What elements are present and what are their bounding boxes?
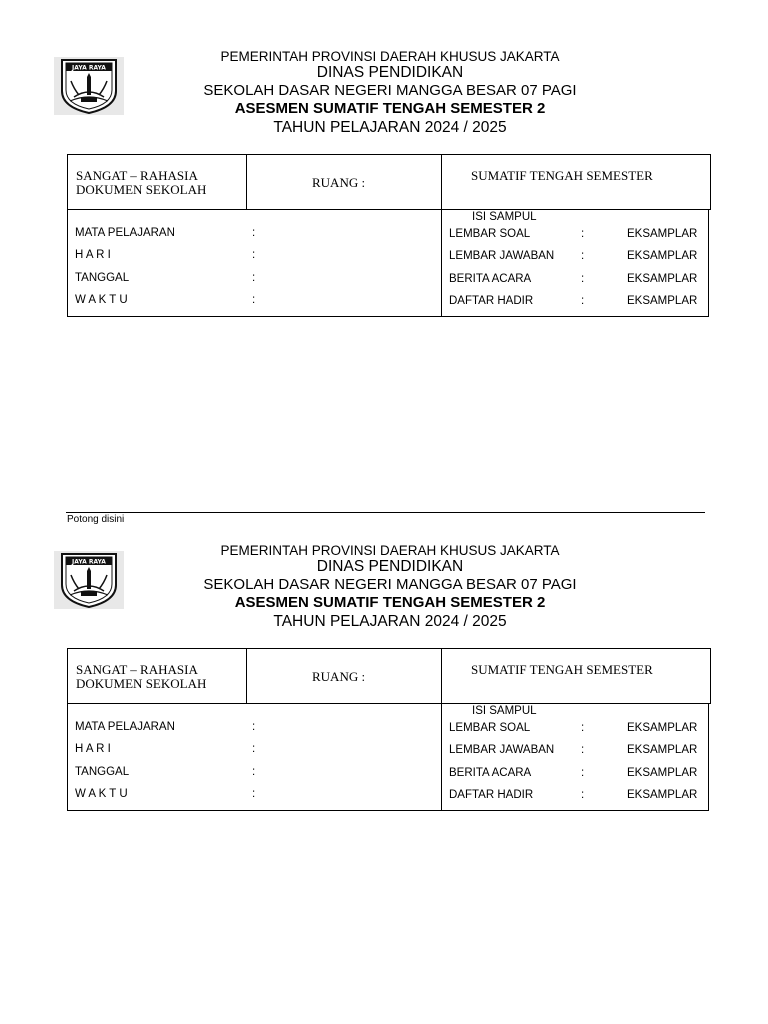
field-colon: : <box>252 788 256 800</box>
divider <box>441 649 442 703</box>
detail-box <box>67 703 709 811</box>
divider <box>246 649 247 703</box>
header-school-year: TAHUN PELAJARAN 2024 / 2025 <box>273 613 507 630</box>
top-info-box <box>67 154 711 210</box>
sumatif-label: SUMATIF TENGAH SEMESTER <box>471 168 653 183</box>
field-label: W A K T U <box>75 788 128 800</box>
top-info-box <box>67 648 711 704</box>
field-label: H A R I <box>75 249 111 261</box>
field-label: TANGGAL <box>75 272 130 284</box>
field-colon: : <box>252 227 256 239</box>
isi-item-colon: : <box>581 295 585 307</box>
header-exam-title: ASESMEN SUMATIF TENGAH SEMESTER 2 <box>234 594 546 611</box>
isi-item-colon: : <box>581 789 585 801</box>
header-exam-title: ASESMEN SUMATIF TENGAH SEMESTER 2 <box>234 100 546 117</box>
field-colon: : <box>252 743 256 755</box>
header-school: SEKOLAH DASAR NEGERI MANGGA BESAR 07 PAGI <box>203 82 577 99</box>
isi-item-label: DAFTAR HADIR <box>449 789 534 801</box>
isi-item-label: BERITA ACARA <box>449 767 532 779</box>
field-label: W A K T U <box>75 294 128 306</box>
isi-item-unit: EKSAMPLAR <box>627 722 698 734</box>
isi-item-label: LEMBAR SOAL <box>449 228 531 240</box>
header-school-year: TAHUN PELAJARAN 2024 / 2025 <box>273 119 507 136</box>
field-label: MATA PELAJARAN <box>75 721 175 733</box>
isi-item-label: BERITA ACARA <box>449 273 532 285</box>
header-province: PEMERINTAH PROVINSI DAERAH KHUSUS JAKARTA <box>220 543 560 558</box>
field-colon: : <box>252 766 256 778</box>
header-school: SEKOLAH DASAR NEGERI MANGGA BESAR 07 PAGI <box>203 576 577 593</box>
isi-item-unit: EKSAMPLAR <box>627 295 698 307</box>
field-label: TANGGAL <box>75 766 130 778</box>
divider <box>441 704 442 810</box>
sumatif-label: SUMATIF TENGAH SEMESTER <box>471 662 653 677</box>
field-colon: : <box>252 721 256 733</box>
isi-item-colon: : <box>581 767 585 779</box>
secret-line-1: SANGAT – RAHASIA <box>76 662 198 677</box>
secret-label <box>76 169 206 198</box>
secret-line-2: DOKUMEN SEKOLAH <box>76 676 207 692</box>
field-colon: : <box>252 272 256 284</box>
isi-item-label: LEMBAR JAWABAN <box>449 744 555 756</box>
isi-item-unit: EKSAMPLAR <box>627 273 698 285</box>
svg-text:JAYA RAYA: JAYA RAYA <box>72 558 106 566</box>
ruang-label: RUANG : <box>312 175 366 190</box>
isi-item-colon: : <box>581 744 585 756</box>
isi-item-colon: : <box>581 722 585 734</box>
label-block-2 <box>0 494 768 801</box>
label-block-1 <box>0 0 768 307</box>
field-label: H A R I <box>75 743 111 755</box>
jakarta-emblem-icon <box>54 551 124 609</box>
field-colon: : <box>252 294 256 306</box>
jakarta-emblem-icon <box>54 57 124 115</box>
secret-label <box>76 663 206 692</box>
header-dinas: DINAS PENDIDIKAN <box>316 64 464 81</box>
divider <box>441 210 442 316</box>
isi-sampul-title: ISI SAMPUL <box>472 705 537 717</box>
isi-item-colon: : <box>581 273 585 285</box>
secret-line-2: DOKUMEN SEKOLAH <box>76 182 207 198</box>
header-dinas: DINAS PENDIDIKAN <box>316 558 464 575</box>
isi-item-label: LEMBAR JAWABAN <box>449 250 555 262</box>
divider <box>441 155 442 209</box>
isi-item-unit: EKSAMPLAR <box>627 744 698 756</box>
isi-item-colon: : <box>581 250 585 262</box>
ruang-label: RUANG : <box>312 669 366 684</box>
secret-line-1: SANGAT – RAHASIA <box>76 168 198 183</box>
divider <box>246 155 247 209</box>
isi-sampul-title: ISI SAMPUL <box>472 211 537 223</box>
isi-item-unit: EKSAMPLAR <box>627 767 698 779</box>
isi-item-unit: EKSAMPLAR <box>627 250 698 262</box>
cut-here-label: Potong disini <box>67 514 125 525</box>
isi-item-label: LEMBAR SOAL <box>449 722 531 734</box>
isi-item-colon: : <box>581 228 585 240</box>
detail-box <box>67 209 709 317</box>
field-label: MATA PELAJARAN <box>75 227 175 239</box>
field-colon: : <box>252 249 256 261</box>
isi-item-unit: EKSAMPLAR <box>627 228 698 240</box>
header-province: PEMERINTAH PROVINSI DAERAH KHUSUS JAKARTA <box>220 49 560 64</box>
isi-item-unit: EKSAMPLAR <box>627 789 698 801</box>
isi-item-label: DAFTAR HADIR <box>449 295 534 307</box>
svg-text:JAYA RAYA: JAYA RAYA <box>72 64 106 72</box>
